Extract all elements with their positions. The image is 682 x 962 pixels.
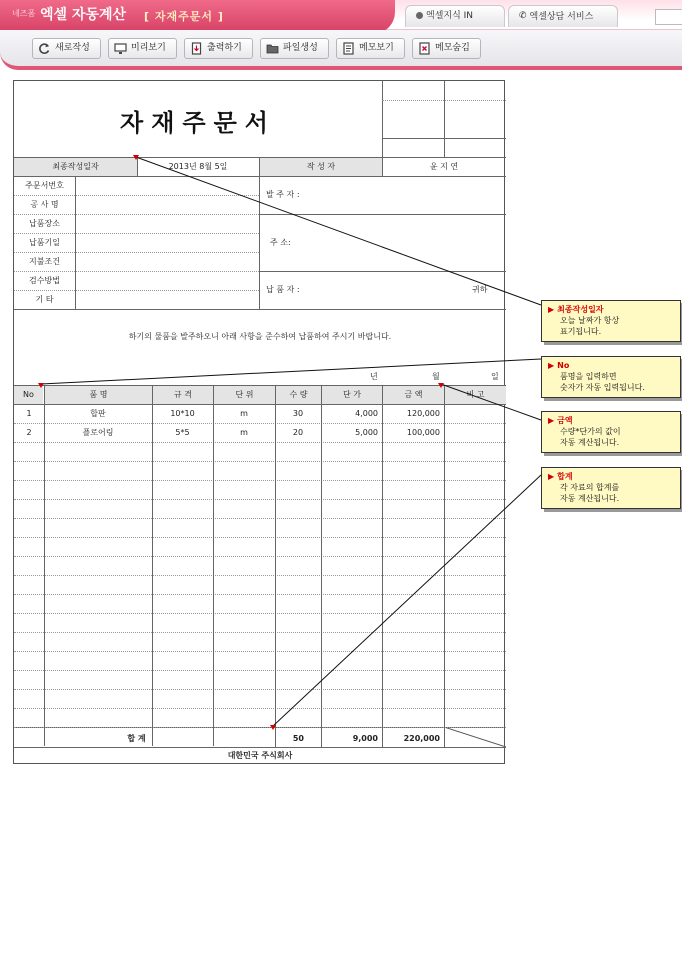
callout-line: 수량*단가의 값이 xyxy=(560,427,621,436)
grid-line xyxy=(259,176,260,309)
button-label: 미리보기 xyxy=(131,43,166,53)
tab-excel-knowledge[interactable] xyxy=(405,5,505,27)
callout-line: 오늘 날짜가 항상 xyxy=(560,316,620,325)
button-label: 메모숨김 xyxy=(435,43,470,53)
table-cell-note[interactable] xyxy=(444,405,506,423)
new-document-button[interactable] xyxy=(32,38,101,59)
grid-line xyxy=(321,385,322,746)
address-label: 주 소: xyxy=(270,238,291,247)
field-label: 공 사 명 xyxy=(30,200,59,209)
table-cell-spec[interactable]: 10*10 xyxy=(170,409,195,418)
table-cell-name[interactable]: 플로어링 xyxy=(82,428,114,437)
table-row xyxy=(14,652,506,670)
button-label: 새로작성 xyxy=(55,43,90,53)
order-form-sheet xyxy=(13,80,505,764)
grid-line xyxy=(444,385,445,746)
grid-line xyxy=(382,157,383,176)
date-label: 최종작성일자 xyxy=(14,158,137,176)
search-box[interactable] xyxy=(655,9,682,25)
create-file-button[interactable] xyxy=(260,38,329,59)
grid-line xyxy=(14,233,259,234)
table-row xyxy=(14,443,506,461)
grid-line xyxy=(382,81,383,157)
table-cell-price[interactable]: 4,000 xyxy=(355,409,378,418)
table-row xyxy=(14,709,506,727)
column-header: 비 고 xyxy=(445,386,506,404)
field-label: 납품장소 xyxy=(29,219,60,228)
table-row xyxy=(14,500,506,518)
table-cell-note[interactable] xyxy=(444,424,506,442)
column-header: 품 명 xyxy=(45,386,152,404)
grid-line xyxy=(259,214,506,215)
form-title: 자재주문서 xyxy=(120,109,276,137)
table-row xyxy=(14,576,506,594)
grid-line xyxy=(14,252,259,253)
app-title: 엑셀 자동계산 xyxy=(40,7,127,23)
grid-line xyxy=(14,271,259,272)
table-cell-unit[interactable]: m xyxy=(240,409,248,418)
callout-line: 자동 계산됩니다. xyxy=(560,438,620,447)
table-row xyxy=(14,671,506,689)
column-header: 단 가 xyxy=(322,386,382,404)
table-cell-spec[interactable]: 5*5 xyxy=(175,428,190,437)
field-input[interactable] xyxy=(76,215,258,232)
bulb-icon xyxy=(416,12,423,19)
print-button[interactable] xyxy=(184,38,253,59)
grid-line xyxy=(382,385,383,746)
callout-line: 표기됩니다. xyxy=(560,327,602,336)
callout-no xyxy=(541,356,681,398)
table-cell-no[interactable]: 2 xyxy=(26,428,32,437)
orderer-label: 발 주 자 : xyxy=(266,190,300,199)
print-icon xyxy=(190,42,203,55)
field-input[interactable] xyxy=(76,291,258,308)
hide-memo-button[interactable] xyxy=(412,38,481,59)
show-memo-button[interactable] xyxy=(336,38,405,59)
field-label: 지불조건 xyxy=(29,257,60,266)
grid-line xyxy=(382,138,506,139)
grid-line xyxy=(275,385,276,746)
day-label: 일 xyxy=(491,372,499,381)
table-row xyxy=(14,614,506,632)
table-cell-price[interactable]: 5,000 xyxy=(355,428,378,437)
table-row xyxy=(14,538,506,556)
preview-button[interactable] xyxy=(108,38,177,59)
grid-line xyxy=(259,271,506,272)
table-cell-no[interactable]: 1 xyxy=(26,409,32,418)
grid-line xyxy=(14,214,259,215)
toolbar xyxy=(0,30,682,70)
total-label: 합 계 xyxy=(127,734,146,743)
phone-icon: ✆ xyxy=(519,11,527,21)
table-row xyxy=(14,519,506,537)
tab-label: 엑셀상담 서비스 xyxy=(529,12,594,22)
column-header: 수 량 xyxy=(276,386,321,404)
field-input[interactable] xyxy=(76,234,258,251)
field-input[interactable] xyxy=(76,253,258,270)
column-header: 단 위 xyxy=(214,386,275,404)
pointer-icon: ▶ xyxy=(548,472,555,481)
grid-line xyxy=(14,195,259,196)
pointer-icon: ▶ xyxy=(548,361,555,370)
callout-total xyxy=(541,467,681,509)
field-label: 기 타 xyxy=(35,295,54,304)
close-memo-icon xyxy=(418,42,431,55)
callout-line: 품명을 입력하면 xyxy=(560,372,617,381)
callout-title: 합계 xyxy=(557,472,573,481)
total-qty: 50 xyxy=(292,734,304,743)
table-cell-qty[interactable]: 30 xyxy=(292,409,304,418)
grid-line xyxy=(259,157,260,176)
callout-line: 각 자료의 합계를 xyxy=(560,483,620,492)
folder-icon xyxy=(266,42,279,55)
field-label: 납품기일 xyxy=(29,238,60,247)
writer-value[interactable]: 윤 지 연 xyxy=(429,162,459,171)
pointer-icon: ▶ xyxy=(548,305,555,314)
total-price: 9,000 xyxy=(352,734,378,743)
writer-label: 작 성 자 xyxy=(260,158,382,176)
supplier-label: 납 품 자 : xyxy=(266,285,300,294)
company-name: 대한민국 주식회사 xyxy=(227,751,293,760)
memo-icon xyxy=(342,42,355,55)
document-title: [ 자재주문서 ] xyxy=(144,10,224,23)
year-label: 년 xyxy=(370,372,378,381)
monitor-icon xyxy=(114,42,127,55)
field-label: 검수방법 xyxy=(29,276,60,285)
grid-line xyxy=(137,157,138,176)
honorific: 귀하 xyxy=(472,285,488,294)
pointer-icon: ▶ xyxy=(548,416,555,425)
callout-title: No xyxy=(557,361,570,370)
callout-line: 숫자가 자동 입력됩니다. xyxy=(560,383,645,392)
field-input[interactable] xyxy=(76,177,258,194)
tab-label: 엑셀지식 IN xyxy=(426,11,474,21)
field-input[interactable] xyxy=(76,272,258,289)
column-header: 금 액 xyxy=(383,386,444,404)
column-header: No xyxy=(14,386,43,404)
grid-line xyxy=(14,309,506,310)
refresh-icon xyxy=(38,42,51,55)
button-label: 파일생성 xyxy=(283,43,318,53)
brand-sub-label: 네즈폼 xyxy=(12,9,36,18)
total-amount: 220,000 xyxy=(403,734,440,743)
table-row xyxy=(14,633,506,651)
grid-line xyxy=(382,100,506,101)
table-cell-unit[interactable]: m xyxy=(240,428,248,437)
brand-banner xyxy=(0,0,395,34)
callout-title: 최종작성일자 xyxy=(557,305,604,314)
table-cell-name[interactable]: 합판 xyxy=(90,409,106,418)
column-header: 규 격 xyxy=(153,386,213,404)
grid-line xyxy=(14,290,259,291)
date-value[interactable]: 2013년 8월 5일 xyxy=(168,162,228,171)
field-input[interactable] xyxy=(76,196,258,213)
table-cell-amount[interactable]: 100,000 xyxy=(406,428,440,437)
request-text: 하기의 물품을 발주하오니 아래 사항을 준수하여 납품하여 주시기 바랍니다. xyxy=(128,332,392,341)
grid-line xyxy=(444,81,445,157)
field-label: 주문서번호 xyxy=(25,181,64,190)
table-cell-qty[interactable]: 20 xyxy=(292,428,304,437)
grid-line xyxy=(44,385,45,746)
table-row xyxy=(14,557,506,575)
table-cell-amount[interactable]: 120,000 xyxy=(406,409,440,418)
table-row xyxy=(14,481,506,499)
tab-excel-consult[interactable] xyxy=(508,5,618,27)
table-row xyxy=(14,728,506,746)
table-row xyxy=(14,595,506,613)
callout-line: 자동 계산됩니다. xyxy=(560,494,620,503)
app-header xyxy=(0,0,682,72)
callout-title: 금액 xyxy=(557,416,573,425)
button-label: 출력하기 xyxy=(207,43,242,53)
grid-line xyxy=(152,385,153,746)
callout-date xyxy=(541,300,681,342)
table-row xyxy=(14,462,506,480)
callout-amount xyxy=(541,411,681,453)
table-row xyxy=(14,690,506,708)
month-label: 월 xyxy=(432,372,440,381)
button-label: 메모보기 xyxy=(359,43,394,53)
grid-line xyxy=(213,385,214,746)
